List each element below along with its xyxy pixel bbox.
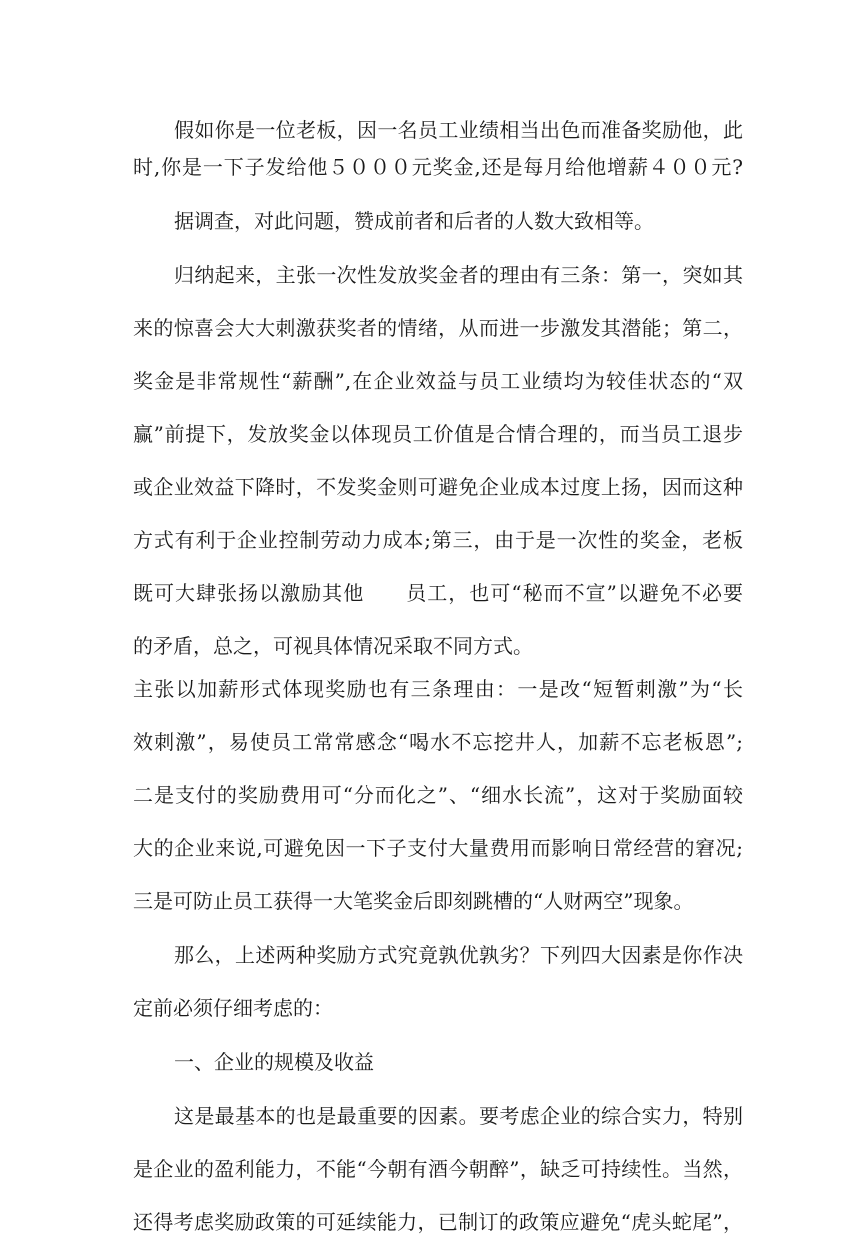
text-line: 主张以加薪形式体现奖励也有三条理由：一是改“短暂刺激”为“长	[133, 677, 743, 701]
text-line: 还得考虑奖励政策的可延续能力，已制订的政策应避免“虎头蛇尾”，	[133, 1210, 743, 1234]
text-line: 是企业的盈利能力，不能“今朝有酒今朝醉”，缺乏可持续性。当然，	[133, 1157, 743, 1181]
paragraph-survey	[133, 203, 743, 240]
text-line: 大的企业来说,可避免因一下子支付大量费用而影响日常经营的窘况;	[133, 836, 743, 860]
text-line: 方式有利于企业控制劳动力成本;第三，由于是一次性的奖金，老板	[133, 528, 743, 552]
paragraph-question	[133, 112, 743, 186]
paragraph-factors-intro	[133, 937, 743, 1027]
text-line: 奖金是非常规性“薪酬”,在企业效益与员工业绩均为较佳状态的“双	[133, 369, 743, 393]
paragraph-raise-reasons	[133, 671, 743, 920]
text-line: 时,你是一下子发给他５０００元奖金,还是每月给他增薪４００元?	[133, 155, 743, 179]
text-line: 既可大肆张扬以激励其他 员工，也可“秘而不宣”以避免不必要	[133, 581, 743, 605]
text-line: 来的惊喜会大大刺激获奖者的情绪，从而进一步激发其潜能；第二，	[133, 316, 743, 340]
text-line: 二是支付的奖励费用可“分而化之”、“细水长流”，这对于奖励面较	[133, 783, 743, 807]
text-line: 归纳起来，主张一次性发放奖金者的理由有三条：第一，突如其	[174, 263, 743, 287]
section-heading: 一、企业的规模及收益	[174, 1050, 374, 1074]
text-line: 三是可防止员工获得一大笔奖金后即刻跳槽的“人财两空”现象。	[133, 889, 694, 913]
text-line: 的矛盾，总之，可视具体情况采取不同方式。	[133, 634, 533, 658]
paragraph-scale-profit	[133, 1098, 743, 1241]
paragraph-lump-sum-reasons	[133, 257, 743, 665]
text-line: 或企业效益下降时，不发奖金则可避免企业成本过度上扬，因而这种	[133, 475, 743, 499]
text-line: 效刺激”，易使员工常常感念“喝水不忘挖井人，加薪不忘老板恩”;	[133, 730, 743, 754]
document-page	[133, 112, 743, 1241]
text-line: 定前必须仔细考虑的：	[133, 996, 333, 1020]
text-line: 那么，上述两种奖励方式究竟孰优孰劣？下列四大因素是你作决	[174, 943, 743, 967]
text-line: 据调查，对此问题，赞成前者和后者的人数大致相等。	[174, 209, 654, 233]
text-line: 赢”前提下，发放奖金以体现员工价值是合情合理的，而当员工退步	[133, 422, 743, 446]
text-line: 这是最基本的也是最重要的因素。要考虑企业的综合实力，特别	[174, 1104, 743, 1128]
text-line: 假如你是一位老板，因一名员工业绩相当出色而准备奖励他，此	[174, 118, 743, 142]
